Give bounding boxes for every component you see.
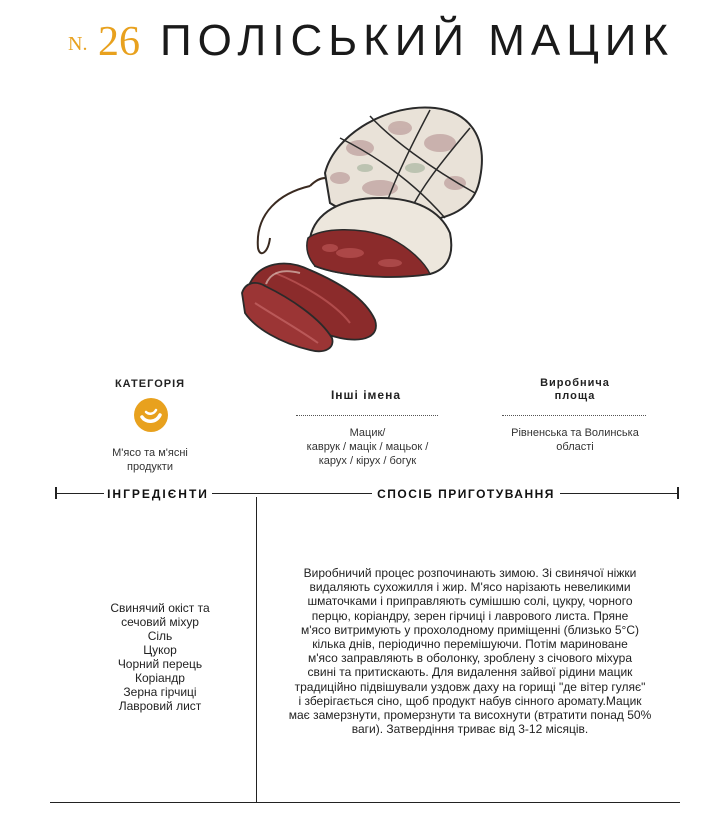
sausage-icon: [134, 398, 168, 432]
recipe-number: 26: [98, 19, 140, 65]
production-area-heading: [500, 377, 650, 403]
production-area-heading-line2: площа: [554, 390, 596, 402]
method-line: традиційно підвішували уздовж даху на горищі "де вітер гуляє": [294, 679, 646, 694]
other-names-divider: [296, 415, 438, 416]
other-names-line2: каврук / мацік / мацьок /: [306, 441, 429, 453]
ingredient-item: Цукор: [143, 643, 177, 657]
method-heading: СПОСІБ ПРИГОТУВАННЯ: [377, 487, 555, 501]
category-heading: КАТЕГОРІЯ: [114, 378, 186, 390]
column-divider: [256, 497, 257, 803]
string-loop: [258, 186, 310, 253]
category-value: [80, 446, 220, 474]
other-names-heading: Інші імена: [330, 388, 402, 402]
production-area-heading-line1: Виробнича: [540, 377, 610, 389]
center-rule: [212, 493, 372, 494]
method-line: кілька днів, періодично перемішуючи. Потім мариноване: [312, 637, 628, 652]
production-area-line1: Рівненська та Волинська: [511, 427, 639, 439]
method-line: м'ясо витримують у прохолодному приміщенні (близько 5°С): [301, 622, 639, 637]
bottom-rule: [50, 802, 680, 803]
production-area-value: [495, 426, 655, 454]
production-area-line2: області: [556, 441, 594, 453]
method-line: ваги). Затвердіння триває від 3-12 місяців.: [351, 722, 589, 737]
method-line: має замерзнути, промерзнути та висохнути (втратити понад 50%: [288, 708, 652, 723]
ingredient-item: сечовий міхур: [121, 615, 199, 629]
method-line: і зберігається сіно, щоб продукт набув сінного аромату.Мацик: [298, 693, 642, 708]
method-line: видаляють сухожилля і жир. М'ясо нарізають невеликими: [309, 580, 631, 595]
ingredient-item: Свинячий окіст та: [110, 601, 210, 615]
page-title: ПОЛІСЬКИЙ МАЦИК: [160, 16, 675, 65]
ingredient-item: Чорний перець: [117, 657, 203, 671]
method-line: свині та притискають. Для видалення зайвої рідини мацик: [307, 665, 633, 680]
ingredient-item: Сіль: [147, 629, 173, 643]
category-value-line2: продукти: [127, 461, 173, 473]
other-names-list: [280, 426, 455, 468]
ingredient-item: Зерна гірчиці: [123, 685, 197, 699]
ingredient-item: Лавровий лист: [118, 699, 202, 713]
other-names-line3: карух / кірух / богук: [318, 455, 417, 467]
method-line: перцю, коріандру, зерен гірчиці і лаврового листа. Пряне: [311, 608, 629, 623]
method-line: Виробничий процес розпочинають зимою. Зі свинячої ніжки: [303, 566, 637, 580]
right-rule: [560, 493, 678, 494]
right-bar-cap: [677, 487, 679, 499]
ingredients-list: [80, 601, 240, 713]
production-area-divider: [502, 415, 646, 416]
category-value-line1: М'ясо та м'ясні: [112, 447, 188, 459]
ingredient-item: Коріандр: [135, 671, 185, 685]
other-names-line1: Мацик/: [349, 427, 386, 439]
ingredients-heading: ІНГРЕДІЄНТИ: [107, 487, 209, 501]
maciyk-illustration: [240, 98, 500, 360]
number-prefix: N.: [68, 33, 88, 55]
method-text: [285, 566, 655, 736]
left-rule-a: [56, 493, 104, 494]
method-line: шматочками і приправляють сумішшю солі, цукру, чорного: [307, 594, 633, 609]
method-line: м'ясо заправляють в оболонку, зроблену з січового міхура: [308, 651, 632, 666]
